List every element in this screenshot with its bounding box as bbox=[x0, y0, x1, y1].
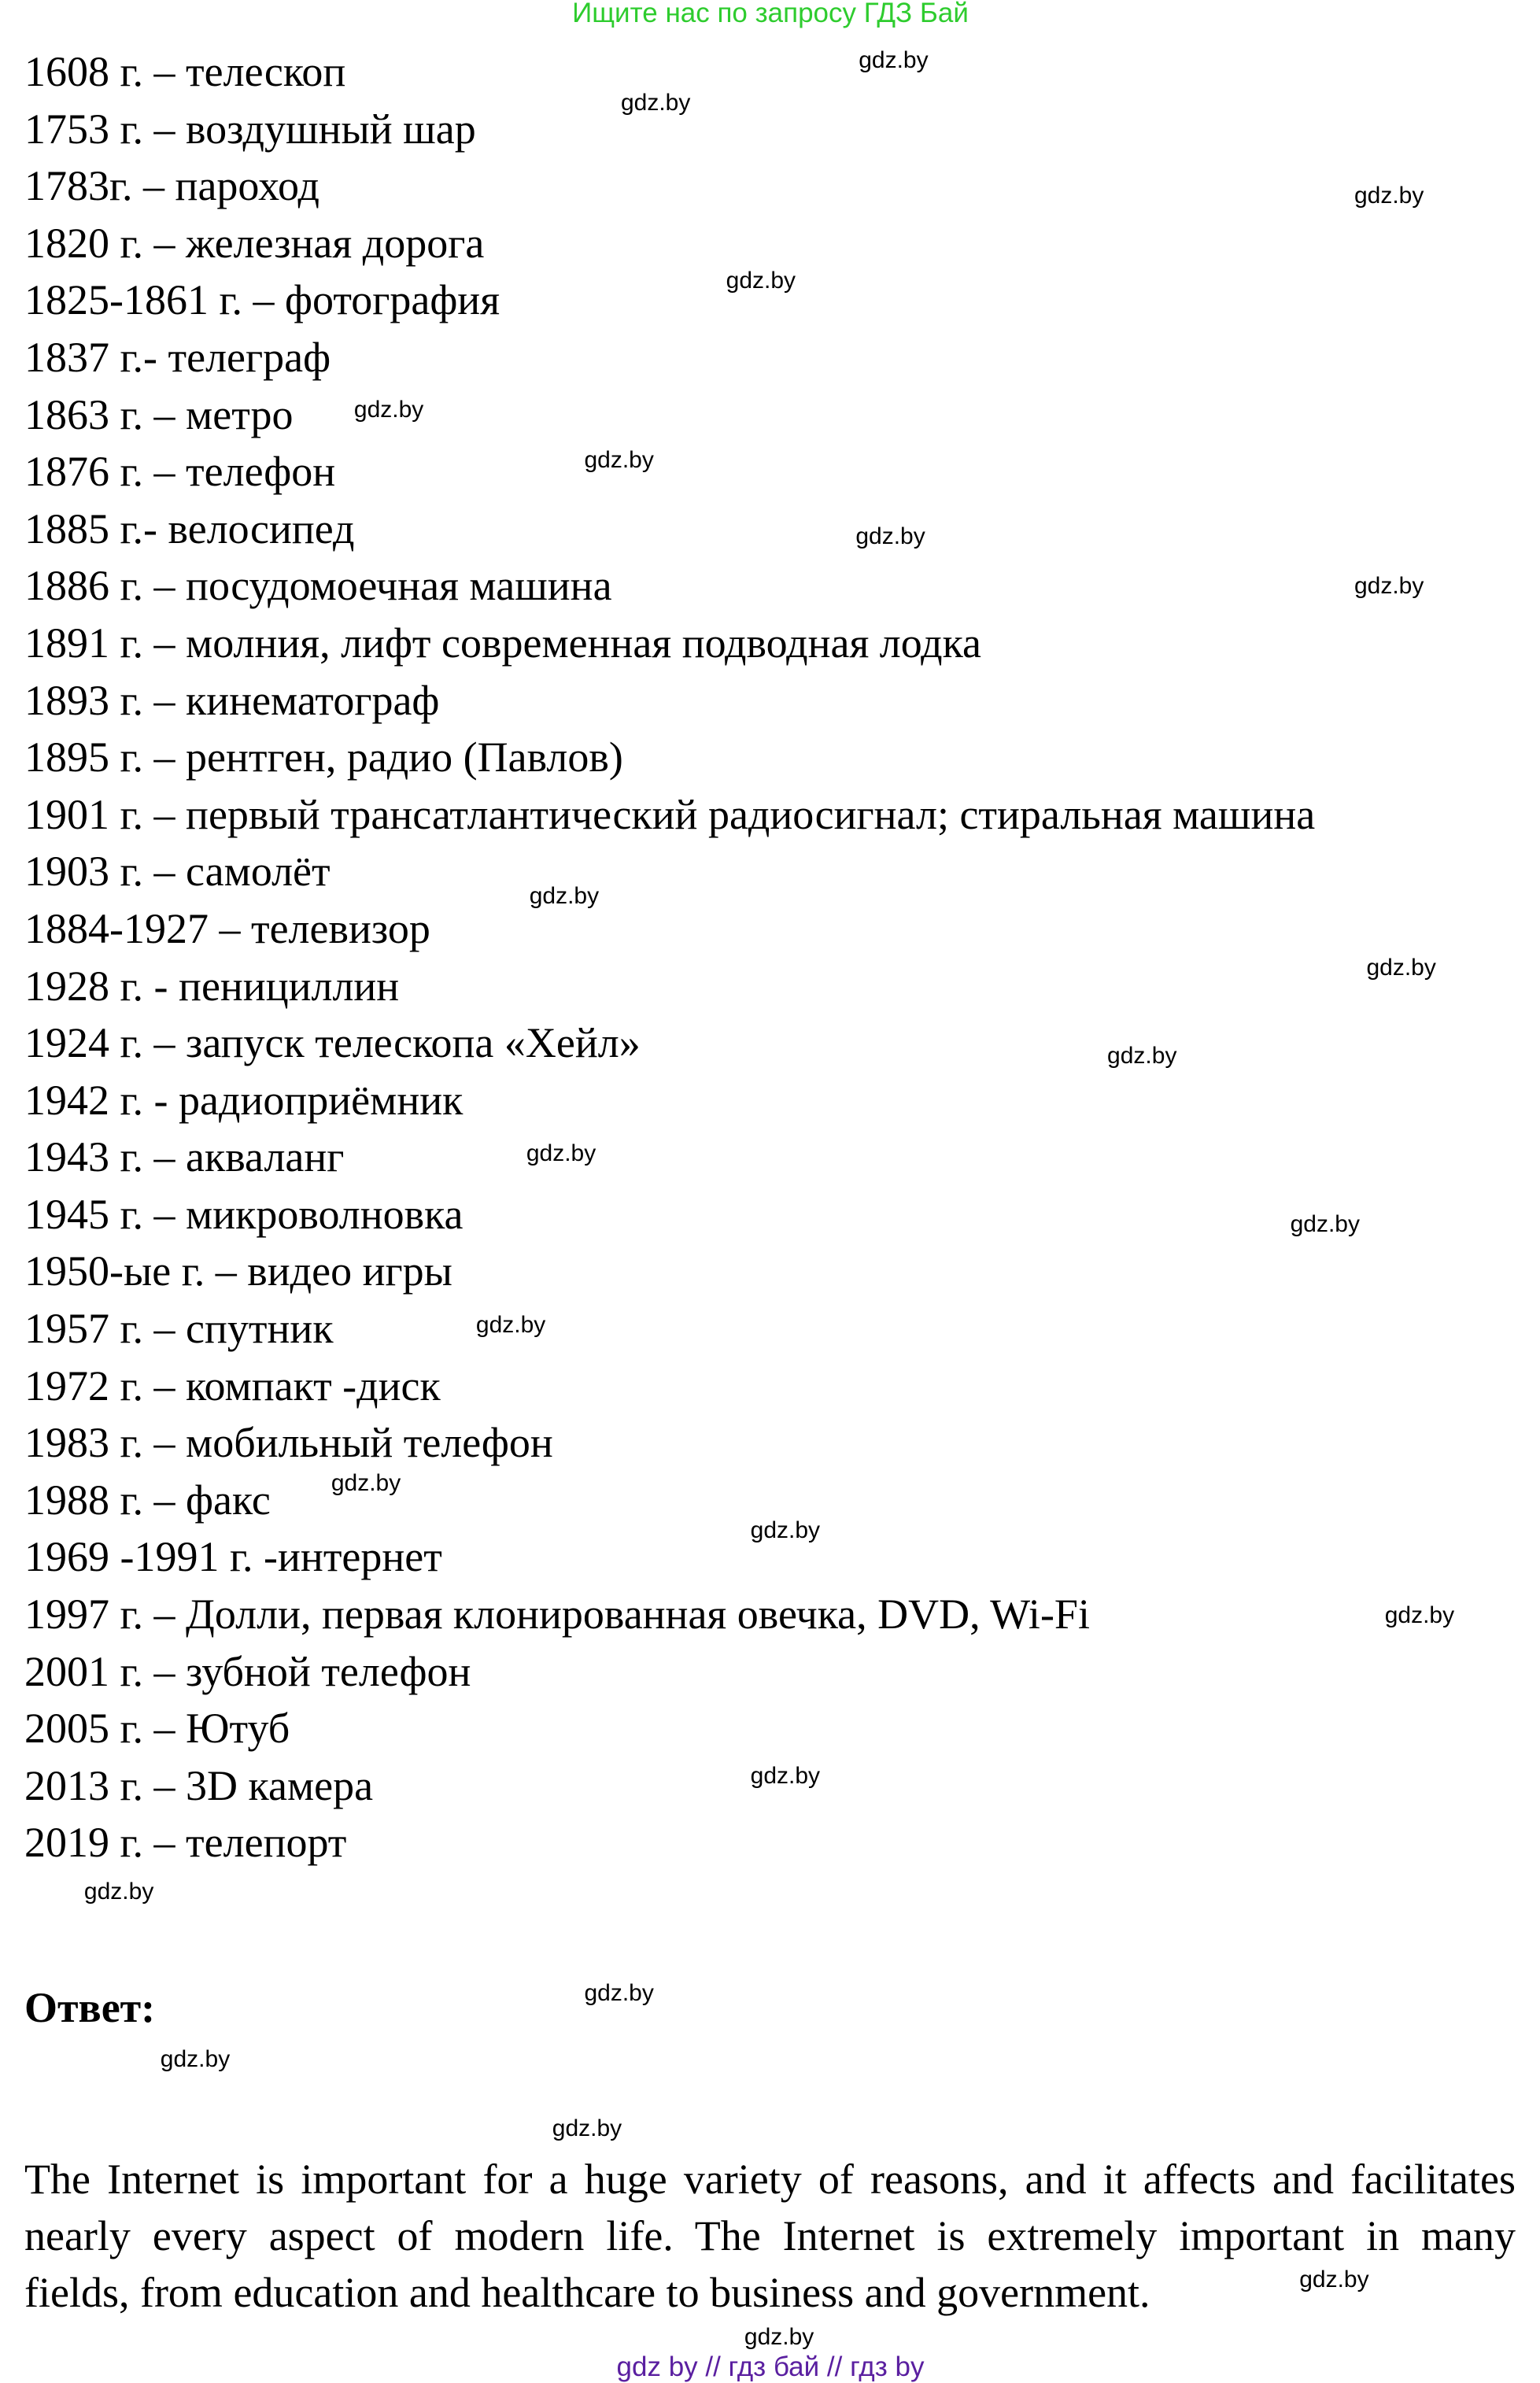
answer-line: nearly every aspect of modern life. The Internet is extremely important in many bbox=[24, 2212, 1516, 2259]
timeline-item: 1972 г. – компакт -диск bbox=[24, 1361, 441, 1409]
watermark: gdz.by bbox=[859, 47, 929, 74]
watermark: gdz.by bbox=[552, 2115, 622, 2142]
timeline-item: 1891 г. – молния, лифт современная подводная лодка bbox=[24, 619, 982, 667]
watermark: gdz.by bbox=[584, 447, 654, 474]
footer-links[interactable]: gdz by // гдз бай // гдз by bbox=[616, 2352, 925, 2382]
watermark: gdz.by bbox=[529, 883, 600, 910]
watermark: gdz.by bbox=[1354, 183, 1424, 209]
timeline-item: 1928 г. - пенициллин bbox=[24, 962, 400, 1010]
watermark: gdz.by bbox=[160, 2045, 231, 2072]
timeline-item: 1903 г. – самолёт bbox=[24, 848, 331, 896]
watermark: gdz.by bbox=[1354, 573, 1424, 600]
answer-label: Ответ: bbox=[24, 1984, 156, 2031]
timeline-item: 2013 г. – 3D камера bbox=[24, 1761, 374, 1809]
timeline-item: 2019 г. – телепорт bbox=[24, 1819, 347, 1867]
watermark: gdz.by bbox=[620, 90, 691, 116]
timeline-item: 1943 г. – акваланг bbox=[24, 1133, 345, 1181]
timeline-item: 1945 г. – микроволновка bbox=[24, 1190, 463, 1238]
timeline-item: 1901 г. – первый трансатлантический радиосигнал; стиральная машина bbox=[24, 790, 1316, 838]
timeline-item: 1942 г. - радиоприёмник bbox=[24, 1076, 463, 1124]
watermark: gdz.by bbox=[855, 523, 925, 549]
watermark: gdz.by bbox=[475, 1311, 546, 1338]
header-search-hint: Ищите нас по запросу ГДЗ Бай bbox=[572, 0, 969, 28]
watermark: gdz.by bbox=[750, 1763, 821, 1790]
invention-timeline bbox=[24, 43, 1315, 1871]
timeline-item: 1969 -1991 г. -интернет bbox=[24, 1533, 442, 1581]
watermark: gdz.by bbox=[331, 1469, 401, 1496]
watermark: gdz.by bbox=[744, 2323, 814, 2350]
watermark: gdz.by bbox=[750, 1517, 821, 1543]
timeline-item: 1997 г. – Долли, первая клонированная овечка, DVD, Wi-Fi bbox=[24, 1591, 1090, 1639]
answer-line: fields, from education and healthcare to business and government. bbox=[24, 2269, 1150, 2316]
timeline-item: 1885 г.- велосипед bbox=[24, 504, 355, 552]
timeline-item: 1983 г. – мобильный телефон bbox=[24, 1419, 553, 1467]
timeline-item: 2001 г. – зубной телефон bbox=[24, 1647, 471, 1695]
timeline-item: 2005 г. – Ютуб bbox=[24, 1705, 290, 1753]
timeline-item: 1783г. – пароход bbox=[24, 162, 319, 210]
watermark: gdz.by bbox=[1290, 1211, 1360, 1238]
timeline-item: 1950-ые г. – видео игры bbox=[24, 1247, 452, 1295]
watermark: gdz.by bbox=[526, 1140, 596, 1166]
timeline-item: 1886 г. – посудомоечная машина bbox=[24, 562, 612, 610]
timeline-item: 1924 г. – запуск телескопа «Хейл» bbox=[24, 1019, 641, 1067]
timeline-item: 1895 г. – рентген, радио (Павлов) bbox=[24, 733, 623, 781]
timeline-item: 1608 г. – телескоп bbox=[24, 48, 346, 95]
timeline-item: 1837 г.- телеграф bbox=[24, 333, 331, 381]
timeline-item: 1893 г. – кинематограф bbox=[24, 676, 440, 724]
timeline-item: 1863 г. – метро bbox=[24, 390, 294, 438]
timeline-item: 1753 г. – воздушный шар bbox=[24, 105, 476, 153]
watermark: gdz.by bbox=[584, 1980, 654, 2007]
watermark: gdz.by bbox=[1384, 1602, 1455, 1628]
watermark: gdz.by bbox=[1299, 2266, 1369, 2292]
watermark: gdz.by bbox=[1366, 955, 1436, 981]
timeline-item: 1988 г. – факс bbox=[24, 1476, 271, 1524]
timeline-item: 1957 г. – спутник bbox=[24, 1305, 334, 1353]
answer-line: The Internet is important for a huge variety of reasons, and it affects and facilitates bbox=[24, 2156, 1516, 2203]
timeline-item: 1820 г. – железная дорога bbox=[24, 219, 485, 267]
watermark: gdz.by bbox=[83, 1879, 154, 1905]
timeline-item: 1825-1861 г. – фотография bbox=[24, 276, 500, 324]
watermark: gdz.by bbox=[353, 397, 424, 423]
watermark: gdz.by bbox=[1107, 1043, 1177, 1070]
watermark: gdz.by bbox=[726, 268, 796, 294]
timeline-item: 1876 г. – телефон bbox=[24, 448, 336, 496]
timeline-item: 1884-1927 – телевизор bbox=[24, 904, 430, 952]
answer-paragraph bbox=[24, 2151, 1516, 2321]
